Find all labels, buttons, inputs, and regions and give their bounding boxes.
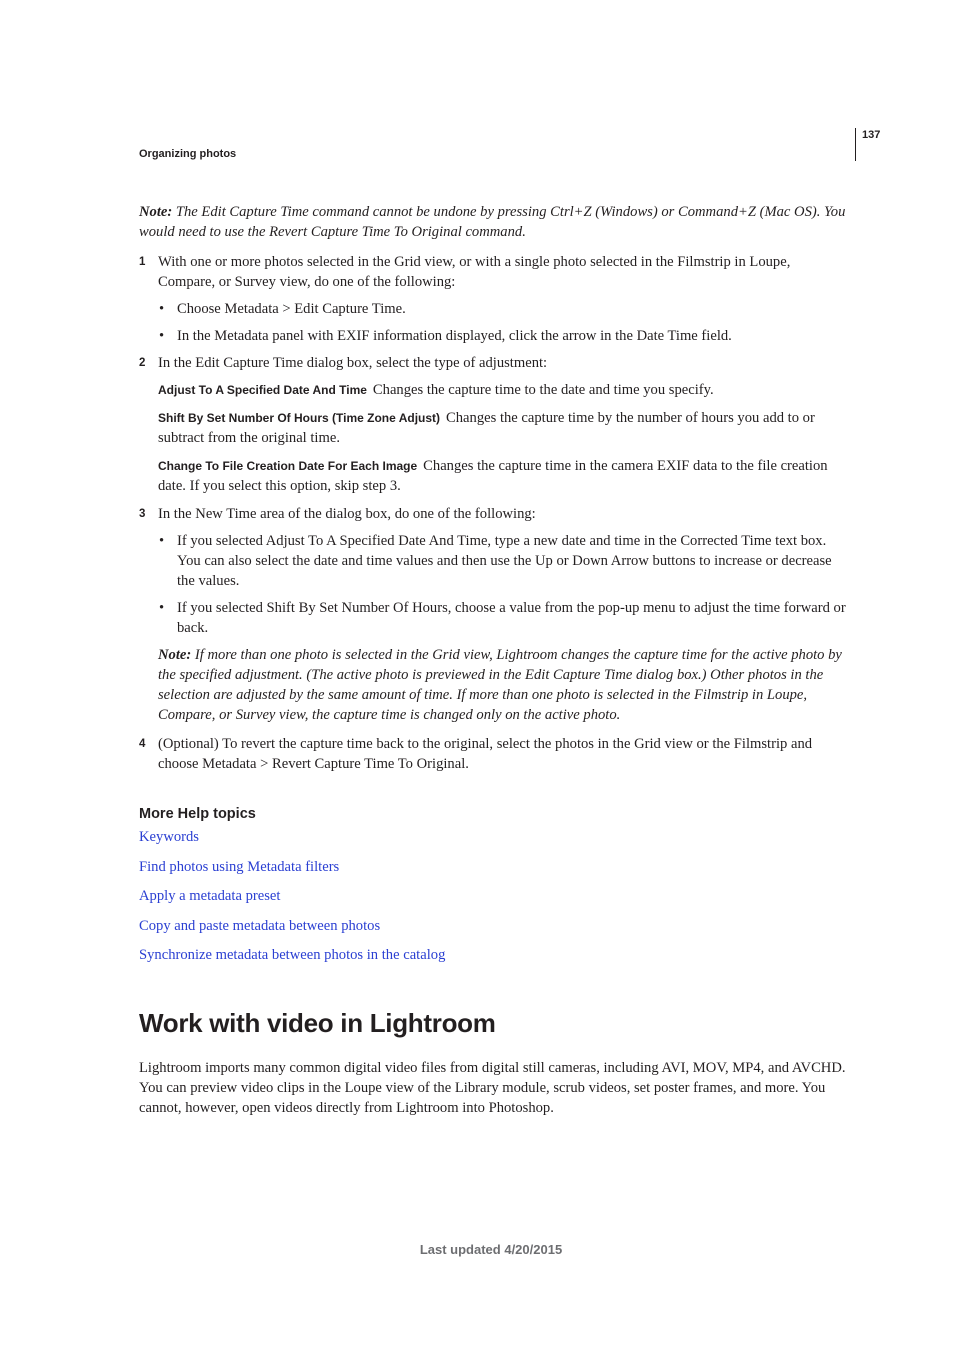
step-number: 1 <box>139 256 146 268</box>
step-number: 3 <box>139 508 146 520</box>
step-1 <box>139 252 849 292</box>
step-4 <box>139 734 849 774</box>
help-link-synchronize-metadata[interactable]: Synchronize metadata between photos in the catalog <box>139 947 446 963</box>
step-number: 2 <box>139 357 146 369</box>
intro-paragraph: Lightroom imports many common digital video files from digital still cameras, including AVI, MOV, MP4, and AVCHD. You can preview video clips in the Loupe view of the Library module, scrub videos, set poster frames, and more. You cannot, however, open videos directly from Lightroom into Photoshop. <box>139 1060 846 1116</box>
bullet-icon: • <box>159 301 165 317</box>
footer-last-updated: Last updated 4/20/2015 <box>419 1242 563 1257</box>
help-link-metadata-preset[interactable]: Apply a metadata preset <box>139 888 281 904</box>
help-link-metadata-filters[interactable]: Find photos using Metadata filters <box>139 858 340 875</box>
term-adjust-specified-date <box>139 380 849 400</box>
term-text: Changes the capture time by the number of hours you add to or subtract from the original time. <box>158 410 815 446</box>
help-links-list <box>139 827 445 975</box>
bullet-text: Choose Metadata > Edit Capture Time. <box>177 301 406 317</box>
bullet-text: If you selected Adjust To A Specified Date And Time, type a new date and time in the Corrected Time text box. You can also select the date and time values and then use the Up or Down Arrow buttons to increase or decrease the values. <box>177 533 832 589</box>
bullet-icon: • <box>159 533 165 549</box>
step-text: With one or more photos selected in the Grid view, or with a single photo selected in the Filmstrip in Loupe, Compare, or Survey view, do one of the following: <box>158 254 791 290</box>
step-3 <box>139 504 849 524</box>
term-text: Changes the capture time in the camera EXIF data to the file creation date. If you select this option, skip step 3. <box>158 458 828 494</box>
note-multiple-photos <box>139 645 849 725</box>
bullet-text: In the Metadata panel with EXIF information displayed, click the arrow in the Date Time field. <box>177 328 732 344</box>
note-label: Note: <box>139 204 173 220</box>
bullet-text: If you selected Shift By Set Number Of Hours, choose a value from the pop-up menu to adjust the time forward or back. <box>177 600 846 636</box>
note-text: If more than one photo is selected in the Grid view, Lightroom changes the capture time for the active photo by the specified adjustment. (The active photo is previewed in the Edit Capture Time dialog box.) Other photos in the selection are adjusted by the same amount of time. If more than one photo is selected in the Filmstrip in Loupe, Compare, or Survey view, the capture time is changed only on the active photo. <box>158 647 842 723</box>
more-help-heading: More Help topics <box>139 806 256 822</box>
section-title: Work with video in Lightroom <box>139 1008 496 1038</box>
help-link-keywords[interactable]: Keywords <box>139 829 199 845</box>
step-text: In the New Time area of the dialog box, do one of the following: <box>158 506 536 522</box>
header-divider <box>855 128 856 161</box>
bullet-item <box>139 299 849 319</box>
bullet-item <box>139 598 849 638</box>
term-label: Change To File Creation Date For Each Image <box>158 459 418 473</box>
step-text: In the Edit Capture Time dialog box, select the type of adjustment: <box>158 355 548 371</box>
term-file-creation-date <box>139 456 849 496</box>
running-header: Organizing photos <box>139 148 237 160</box>
term-label: Adjust To A Specified Date And Time <box>158 383 367 397</box>
step-number: 4 <box>139 738 146 750</box>
term-shift-hours <box>139 408 849 448</box>
note-label: Note: <box>158 647 192 663</box>
step-2 <box>139 353 849 373</box>
note-edit-capture-time <box>139 202 849 242</box>
bullet-item <box>139 531 849 591</box>
term-text: Changes the capture time to the date and time you specify. <box>372 382 714 398</box>
main-content <box>139 202 849 781</box>
bullet-item <box>139 326 849 346</box>
bullet-icon: • <box>159 328 165 344</box>
bullet-icon: • <box>159 600 165 616</box>
note-text: The Edit Capture Time command cannot be undone by pressing Ctrl+Z (Windows) or Command+Z (Mac OS). You would need to use the Revert Capture Time To Original command. <box>139 204 846 240</box>
term-label: Shift By Set Number Of Hours (Time Zone Adjust) <box>158 411 441 425</box>
page-number: 137 <box>862 129 881 141</box>
help-link-copy-paste-metadata[interactable]: Copy and paste metadata between photos <box>139 917 381 934</box>
step-text: (Optional) To revert the capture time back to the original, select the photos in the Grid view or the Filmstrip and choose Metadata > Revert Capture Time To Original. <box>158 736 813 772</box>
